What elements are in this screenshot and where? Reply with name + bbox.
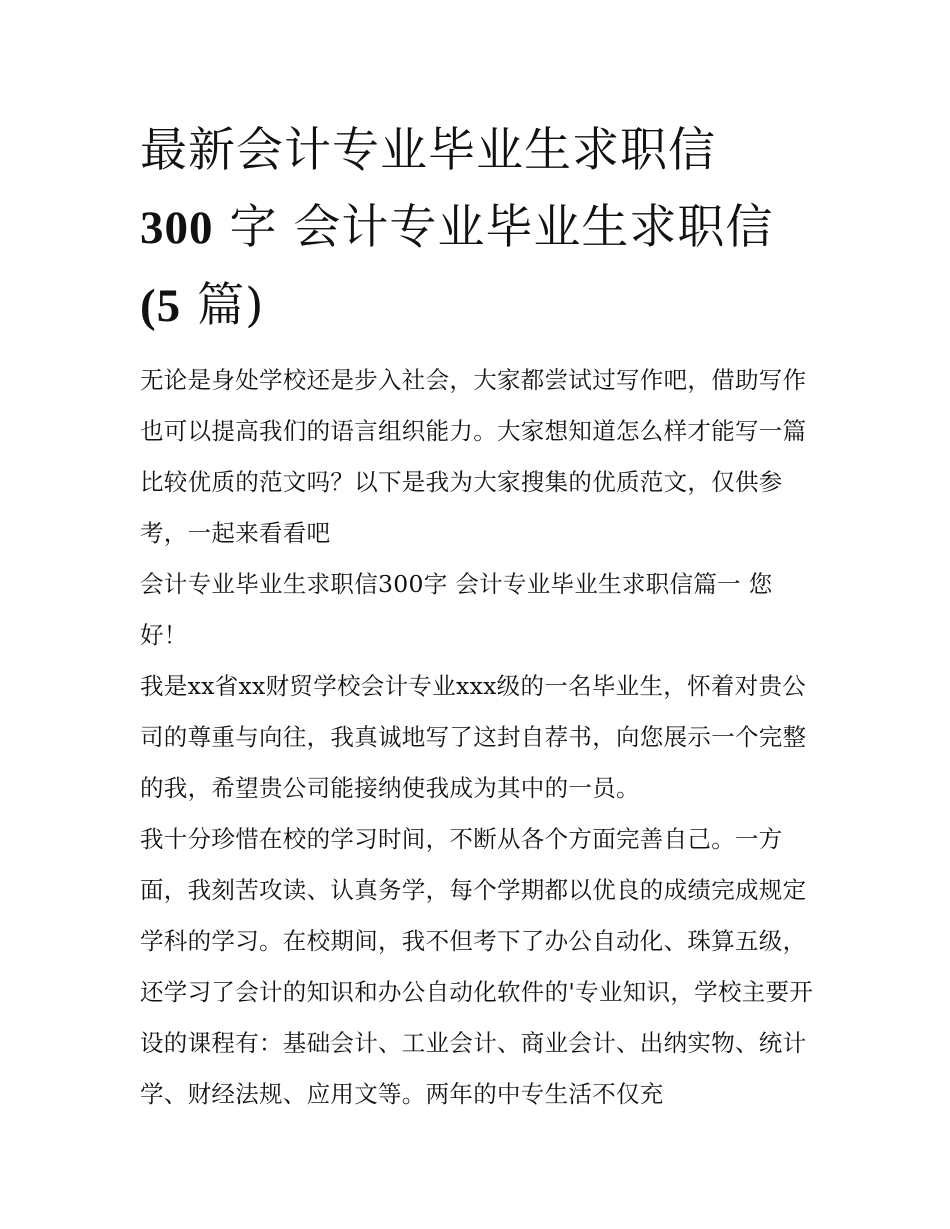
- title-line-2-text: 字 会计专业毕业生求职信: [213, 200, 774, 255]
- title-line-1: 最新会计专业毕业生求职信: [140, 123, 716, 178]
- self-introduction-paragraph: 我是xx省xx财贸学校会计专业xxx级的一名毕业生，怀着对贵公司的尊重与向往，我真诚地写了这封自荐书，向您展示一个完整的我，希望贵公司能接纳使我成为其中的一员。: [140, 672, 807, 802]
- title-number: 300: [140, 202, 214, 254]
- title-count: (5: [140, 280, 182, 332]
- intro-paragraph: 无论是身处学校还是步入社会，大家都尝试过写作吧，借助写作也可以提高我们的语言组织能力。大家想知道怎么样才能写一篇比较优质的范文吗？以下是我为大家搜集的优质范文，仅供参考，一起来看看吧: [140, 366, 807, 547]
- title-line-3-text: 篇): [181, 278, 265, 333]
- document-page: [140, 112, 815, 1120]
- document-title: [140, 112, 815, 345]
- letter-heading-paragraph: 会计专业毕业生求职信300字 会计专业毕业生求职信篇一 您好！: [140, 570, 773, 649]
- title-line-2: [140, 189, 815, 267]
- title-line-3: [140, 267, 815, 345]
- study-paragraph: 我十分珍惜在校的学习时间，不断从各个方面完善自己。一方面，我刻苦攻读、认真务学，每个学期都以优良的成绩完成规定学科的学习。在校期间，我不但考下了办公自动化、珠算五级，还学习了会计的知识和办公自动化软件的'专业知识，学校主要开设的课程有：基础会计、工业会计、商业会计、出纳实物、统计学、财经法规、应用文等。两年的中专生活不仅充: [140, 825, 814, 1108]
